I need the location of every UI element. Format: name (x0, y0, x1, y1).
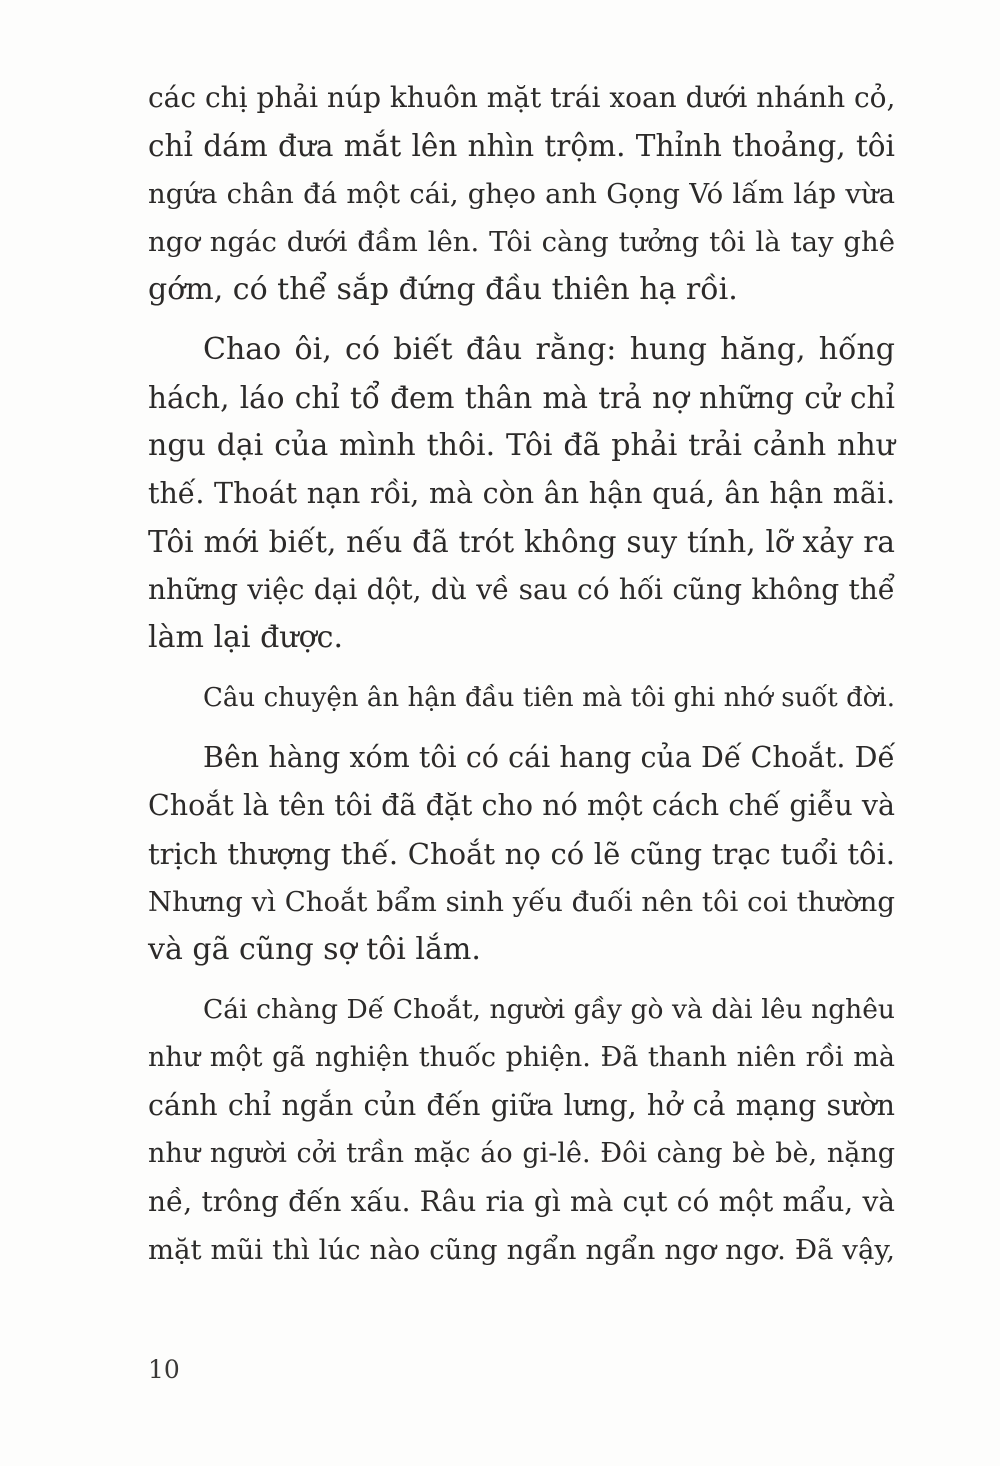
text-line: nề, trông đến xấu. Râu ria gì mà cụt có một mẩu, và (148, 1185, 895, 1218)
text-line: như người cởi trần mặc áo gi-lê. Đôi càng bè bè, nặng (148, 1138, 895, 1169)
text-line: các chị phải núp khuôn mặt trái xoan dưới nhánh cỏ, (148, 81, 896, 114)
text-line: như một gã nghiện thuốc phiện. Đã thanh niên rồi mà (148, 1042, 895, 1073)
text-line: và gã cũng sợ tôi lắm. (148, 932, 481, 967)
text-line: những việc dại dột, dù về sau có hối cũng không thể (148, 573, 895, 606)
text-line: Chao ôi, có biết đâu rằng: hung hăng, hống (203, 332, 895, 367)
text-line: gớm, có thể sắp đứng đầu thiên hạ rồi. (148, 272, 738, 307)
text-line: hách, láo chỉ tổ đem thân mà trả nợ những cử chỉ (148, 381, 895, 415)
text-line: ngứa chân đá một cái, ghẹo anh Gọng Vó lấm láp vừa (148, 178, 895, 210)
text-line: mặt mũi thì lúc nào cũng ngẩn ngẩn ngơ ngơ. Đã vậy, (148, 1234, 895, 1266)
text-line: trịch thượng thế. Choắt nọ có lẽ cũng trạc tuổi tôi. (148, 837, 895, 871)
text-line: thế. Thoát nạn rồi, mà còn ân hận quá, ân hận mãi. (148, 477, 895, 510)
text-line: ngu dại của mình thôi. Tôi đã phải trải cảnh như (148, 428, 895, 463)
text-line: Cái chàng Dế Choắt, người gầy gò và dài lêu nghêu (203, 994, 895, 1025)
text-line: cánh chỉ ngắn củn đến giữa lưng, hở cả mạng sườn (148, 1089, 895, 1122)
text-line: Choắt là tên tôi đã đặt cho nó một cách chế giễu và (148, 789, 895, 822)
text-line: Bên hàng xóm tôi có cái hang của Dế Choắt. Dế (203, 741, 895, 774)
text-line: Nhưng vì Choắt bẩm sinh yếu đuối nên tôi coi thường (148, 886, 895, 918)
text-line: Câu chuyện ân hận đầu tiên mà tôi ghi nhớ suốt đời. (203, 683, 895, 713)
text-line: chỉ dám đưa mắt lên nhìn trộm. Thỉnh thoảng, tôi (148, 129, 895, 163)
text-line: làm lại được. (148, 620, 343, 655)
text-line: Tôi mới biết, nếu đã trót không suy tính, lỡ xảy ra (148, 525, 895, 559)
text-line: ngơ ngác dưới đầm lên. Tôi càng tưởng tôi là tay ghê (148, 226, 895, 258)
page-number: 10 (148, 1355, 180, 1384)
